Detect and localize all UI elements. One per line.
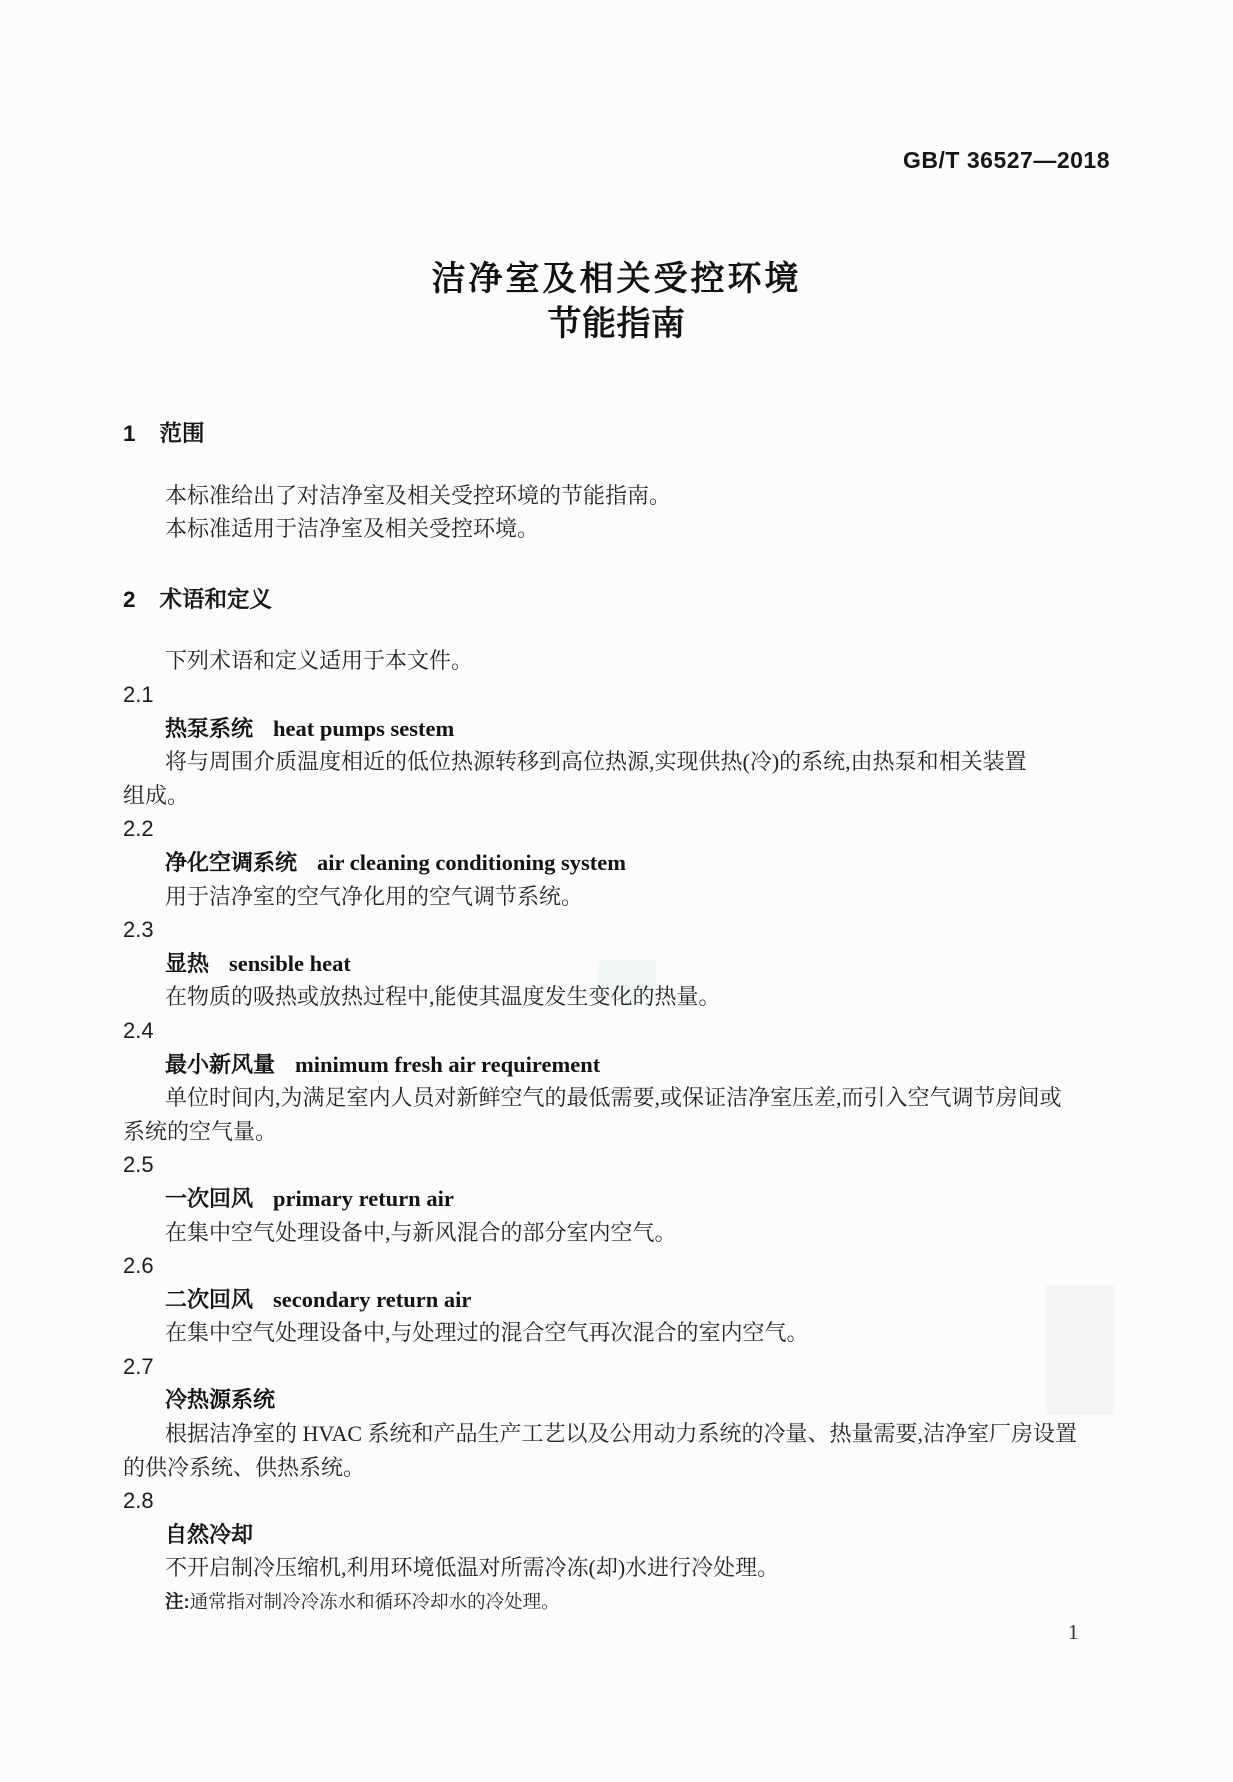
term-title	[123, 1383, 1113, 1417]
section-number: 1	[123, 421, 136, 446]
term-title	[123, 1283, 1113, 1317]
scope-paragraph: 本标准适用于洁净室及相关受控环境。	[165, 516, 540, 541]
term-title	[123, 947, 1113, 981]
term-number: 2.1	[123, 682, 154, 707]
term-definition-line: 在物质的吸热或放热过程中,能使其温度发生变化的热量。	[165, 984, 721, 1010]
term-note	[123, 1585, 1113, 1619]
term-number: 2.8	[123, 1488, 154, 1514]
section-label: 术语和定义	[159, 587, 273, 612]
section-label: 范围	[159, 421, 205, 446]
term-title	[123, 1048, 1113, 1082]
section-heading-scope	[123, 416, 205, 448]
term-en: sensible heat	[229, 950, 351, 976]
term-title	[123, 1182, 1113, 1216]
note-label: 注:	[165, 1591, 190, 1613]
term-zh: 自然冷却	[165, 1521, 254, 1547]
term-en: primary return air	[273, 1185, 454, 1211]
section-number: 2	[123, 587, 136, 612]
term-en: heat pumps sestem	[273, 715, 455, 741]
term-definition-line: 根据洁净室的 HVAC 系统和产品生产工艺以及公用动力系统的冷量、热量需要,洁净室厂房设置	[165, 1421, 1078, 1447]
term-number: 2.3	[123, 917, 154, 943]
term-zh: 冷热源系统	[165, 1387, 276, 1413]
terms-list	[123, 678, 1113, 1619]
note-text: 通常指对制冷冷冻水和循环冷却水的冷处理。	[189, 1593, 560, 1614]
term-number: 2.5	[123, 1152, 154, 1178]
document-title	[0, 257, 1233, 347]
term-zh: 最小新风量	[165, 1051, 276, 1077]
term-zh: 一次回风	[165, 1185, 254, 1211]
scope-paragraph: 本标准给出了对洁净室及相关受控环境的节能指南。	[165, 483, 672, 508]
term-number: 2.2	[123, 816, 154, 842]
term-zh: 净化空调系统	[165, 849, 298, 875]
term-number: 2.4	[123, 1017, 154, 1043]
term-number: 2.7	[123, 1353, 154, 1379]
document-title-line2: 节能指南	[547, 305, 686, 343]
term-title	[123, 712, 1113, 746]
term-definition-line: 组成。	[123, 782, 190, 808]
term-number: 2.6	[123, 1253, 154, 1279]
page-number: 1	[1068, 1620, 1079, 1644]
document-title-line1: 洁净室及相关受控环境	[431, 260, 802, 298]
term-definition-line: 单位时间内,为满足室内人员对新鲜空气的最低需要,或保证洁净室压差,而引入空气调节房间或	[165, 1085, 1062, 1111]
term-definition-line: 将与周围介质温度相近的低位热源转移到高位热源,实现供热(冷)的系统,由热泵和相关装置	[165, 749, 1027, 775]
terms-intro: 下列术语和定义适用于本文件。	[165, 648, 474, 673]
term-definition-line: 系统的空气量。	[123, 1118, 278, 1144]
term-en: secondary return air	[273, 1286, 472, 1312]
section-heading-terms	[123, 582, 272, 614]
term-definition-line: 不开启制冷压缩机,利用环境低温对所需冷冻(却)水进行冷处理。	[165, 1555, 780, 1581]
term-en: air cleaning conditioning system	[317, 849, 626, 875]
term-zh: 二次回风	[165, 1286, 254, 1312]
term-en: minimum fresh air requirement	[295, 1051, 601, 1077]
term-title	[123, 846, 1113, 880]
term-zh: 显热	[165, 950, 210, 976]
term-definition-line: 在集中空气处理设备中,与处理过的混合空气再次混合的室内空气。	[165, 1320, 809, 1346]
term-definition-line: 在集中空气处理设备中,与新风混合的部分室内空气。	[165, 1219, 677, 1245]
term-definition-line: 的供冷系统、供热系统。	[123, 1454, 366, 1480]
standard-code: GB/T 36527—2018	[903, 147, 1110, 173]
term-title	[123, 1518, 1113, 1552]
term-zh: 热泵系统	[165, 715, 254, 741]
scope-paragraphs	[123, 479, 671, 545]
term-definition-line: 用于洁净室的空气净化用的空气调节系统。	[165, 883, 584, 909]
